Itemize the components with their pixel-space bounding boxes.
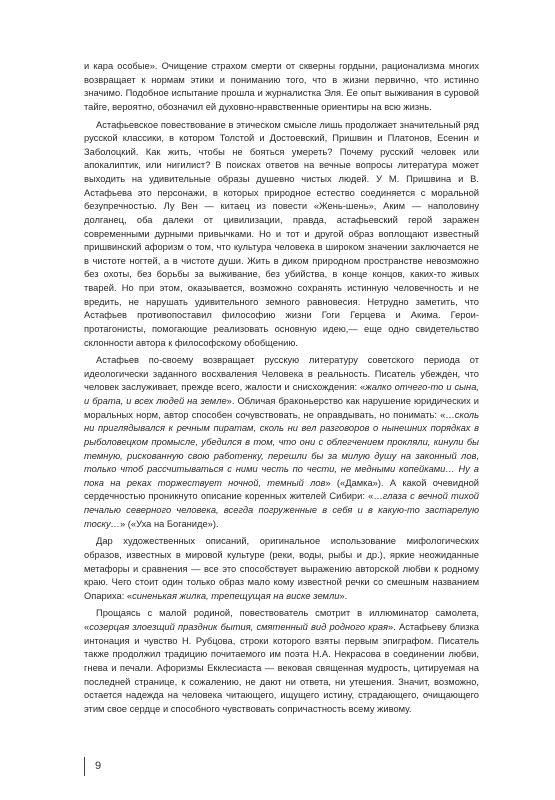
text-run: » («Уха на Боганиде»). xyxy=(119,518,219,529)
italic-quote: жалко отчего-то и сына, и брата, и всех людей на земле xyxy=(84,382,479,406)
text-run: ». Обличая браконьерство как нарушение юридических и моральных норм, автор способен сочувствовать, не оправдывать, но понимать: «… xyxy=(84,396,479,420)
paragraph xyxy=(84,607,479,716)
footer-divider xyxy=(84,757,85,776)
text-run: » («Дамка»). А какой очевидной сердечностью проникнуто описание коренных жителей Сибири: «… xyxy=(84,477,479,502)
paragraph xyxy=(84,60,479,115)
paragraph xyxy=(84,535,479,603)
text-run: и кара особые». Очищение страхом смерти от скверны гордыни, рационализма многих возвращает к нормам этики и пониманию того, что в жизни первично, что истинно значимо. Подобное испытание прошла и журналистка Эля. Ее опыт выживания в суровой тайге, вероятно, обозначил ей духовно-нравственные ориентиры на всю жизнь. xyxy=(84,61,479,112)
italic-quote: синенькая жилка, трепещущая на виске земли xyxy=(132,590,340,601)
paragraph xyxy=(84,354,479,531)
paragraph xyxy=(84,119,479,351)
text-run: ». Астафьеву близка интонация и чувство Н. Рубцова, строки которого взяты первым эпиграфом. Писатель также продолжил традицию почитаемого им поэта Н.А. Некрасова в соединении любви, гнева и печали. Афоризмы Екклесиаста — вековая священная мудрость, цитируемая на последней странице, к сожалению, не дают ни ответа, ни утешения. Значит, возможно, остается надежда на человека читающего, ищущего истину, страдающего, очищающего этим свое сердце и способного чувствовать сопричастность всему живому. xyxy=(84,622,479,714)
italic-quote: созерцая злоезщий праздник бытия, смятенный вид родного края xyxy=(89,622,389,632)
text-run: Астафьевское повествование в этическом смысле лишь продолжает значительный ряд русской классики, в котором Толстой и Достоевский, Пришвин и Платонов, Есенин и Заболоцкий. Как жить, чтобы не бояться умереть? Почему русский человек или апокалиптик, или нигилист? В поисках ответов на вечные вопросы литература может выходить на удивительные образы душевно чистых людей. У М. Пришвина и В. Астафьева это персонажи, в которых природное естество соединяется с моральной безупречностью. Лу Вен — китаец из повести «Жень-шень», Аким — наполовину долганец, оба далеки от цивилизации, правда, астафьевский герой заражен современными дурными привычками. Но и тот и другой образ воплощают известный пришвинский афоризм о том, что культура человека в широком значении заключается не в чистоте ногтей, а в чистоте души. Жить в диком природном пространстве невозможно без охоты, без борьбы за выживание, без убийства, в конце концов, каких-то живых тварей. Но при этом, оказывается, возможно сохранять истинную человечность и не вредить, не нарушать удивительного земного равновесия. Нетрудно заметить, что Астафьев противопоставил философию жизни Гоги Герцева и Акима. Герои-протагонисты, помогающие реализовать основную идею,— еще одно свидетельство склонности автора к философскому обобщению. xyxy=(84,119,479,348)
text-run: ». xyxy=(339,590,348,601)
text-run: Дар художественных описаний, оригинальное использование мифологических образов, известных в мировой культуре (реки, воды, рыбы и др.), яркие неожиданные метафоры и сравнения — все это способствует выражению авторской любви к родному краю. Чего стоит один только образ мало кому известной речки со смешным названием Опариха: « xyxy=(84,536,479,601)
italic-quote: сколь ни приглядывался к речным пиратам, сколь ни вел разговоров о нынешних порядках в рыболовецком промысле, убедился в том, что они с облегчением прокляли, кинули бы темную, рискованную свою работенку, перешли бы за милую душу на законный лов, только чтоб рассчитываться с ними честь по чести, не медными копейками… Ну а пока на реках торжествует ночной, темный лов xyxy=(84,409,479,488)
text-run: Астафьев по-своему возвращает русскую литературу советского периода от идеологически заданного восхваления Человека в реальность. Писатель убежден, что человек заслуживает, прежде всего, жалости и снисхождения: « xyxy=(84,355,479,393)
page-number: 9 xyxy=(95,760,102,772)
body-text xyxy=(84,60,479,716)
text-run: Прощаясь с малой родиной, повествователь смотрит в иллюминатор самолета, « xyxy=(84,608,479,632)
italic-quote: глаза с вечной тихой печалью северного человека, всегда погруженные в себя и в какую-то застарелую тоску… xyxy=(84,491,479,529)
